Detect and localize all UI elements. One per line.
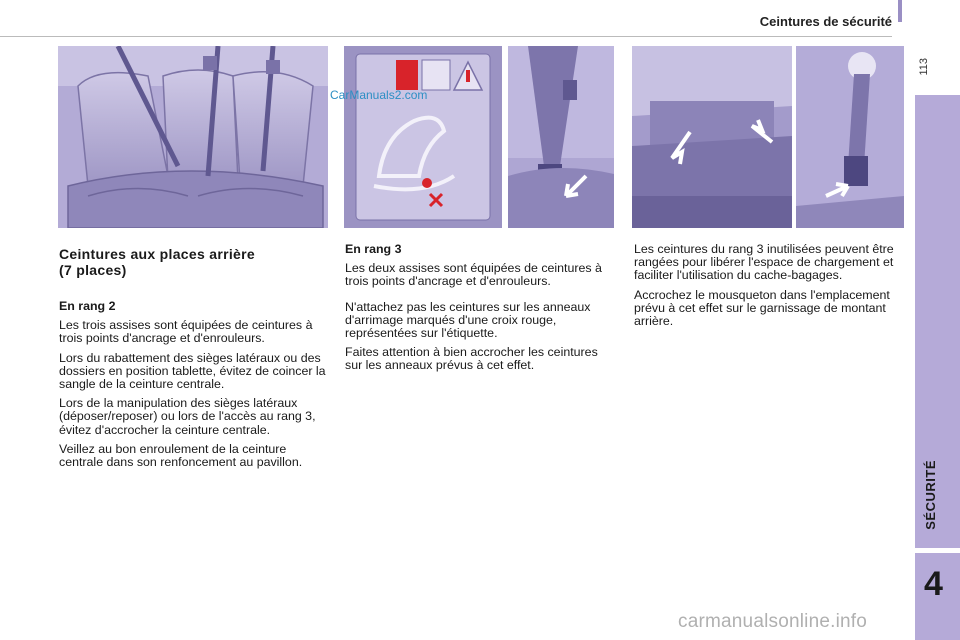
rear-seats-photo — [58, 46, 328, 228]
paragraph: Les trois assises sont équipées de ceintures à trois points d'ancrage et d'enrouleurs. — [59, 318, 313, 346]
header-rule — [0, 36, 892, 37]
column-rang-2 — [59, 246, 327, 475]
page-number: 113 — [918, 58, 930, 76]
section-label: SÉCURITÉ — [923, 460, 938, 530]
watermark-top: CarManuals2.com — [330, 88, 428, 102]
paragraph: Les ceintures du rang 3 inutilisées peuvent être rangées pour libérer l'espace de chargement et faciliter l'utilisation du cache-bagages. — [634, 242, 894, 283]
page-header-title: Ceintures de sécurité — [759, 14, 892, 29]
belt-mount-photo — [796, 46, 904, 228]
top-tab-marker — [898, 0, 902, 22]
paragraph: Faites attention à bien accrocher les ceintures sur les anneaux prévus à cet effet. — [345, 345, 598, 373]
section-title — [59, 246, 327, 278]
chapter-side-tab — [915, 95, 960, 640]
cargo-area-photo — [632, 46, 792, 228]
paragraph: N'attachez pas les ceintures sur les anneaux d'arrimage marqués d'une croix rouge, représentées sur l'étiquette. — [345, 299, 591, 341]
paragraph: Les deux assises sont équipées de ceintures à trois points d'ancrage et d'enrouleurs. — [345, 261, 602, 289]
paragraph: Lors du rabattement des sièges latéraux ou des dossiers en position tablette, évitez de coincer la sangle de la ceinture centrale. — [59, 350, 326, 392]
paragraph: Accrochez le mousqueton dans l'emplacement prévu à cet effet sur le garnissage de montant arrière. — [634, 287, 890, 329]
section-title-line1: Ceintures aux places arrière — [59, 246, 255, 262]
section-title-line2: (7 places) — [59, 262, 127, 278]
belt-side-photo — [508, 46, 614, 228]
paragraph: Lors de la manipulation des sièges latéraux (déposer/reposer) ou lors de l'accès au rang 3, évitez d'accrocher la ceinture centrale. — [59, 396, 316, 437]
side-tab-divider — [915, 548, 960, 553]
paragraph: Veillez au bon enroulement de la ceinture centrale dans son renfoncement au pavillon. — [59, 441, 303, 470]
watermark-bottom: carmanualsonline.info — [678, 611, 868, 632]
column-storage — [634, 243, 904, 334]
column-rang-3 — [345, 243, 615, 379]
belt-anchor-label-photo — [344, 46, 502, 228]
subhead-rang-2: En rang 2 — [59, 299, 116, 313]
chapter-number: 4 — [924, 565, 943, 603]
subhead-rang-3: En rang 3 — [345, 242, 402, 256]
